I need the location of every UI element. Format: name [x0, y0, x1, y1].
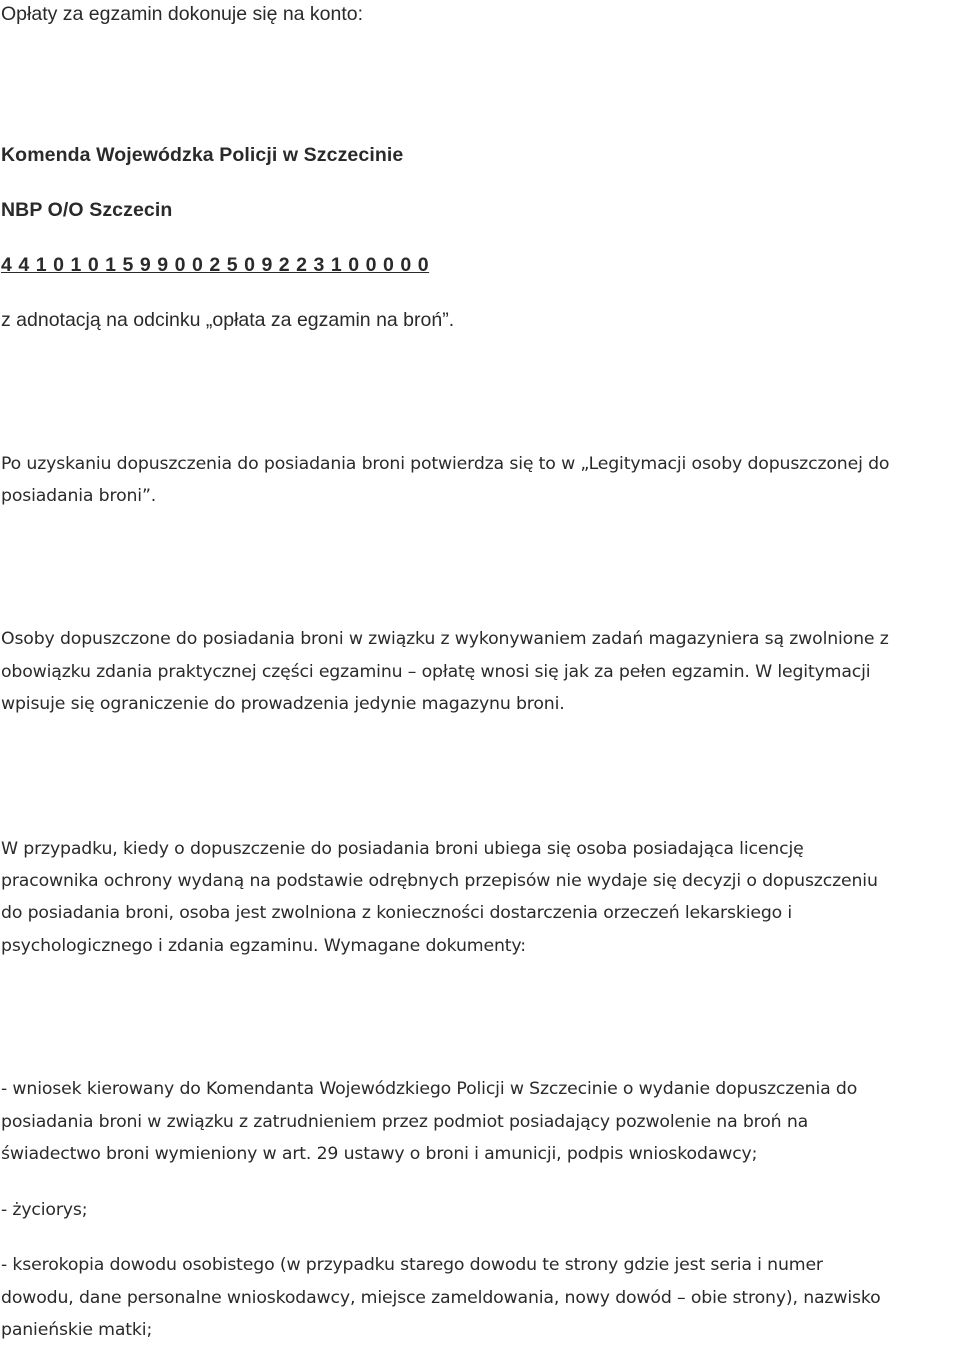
payment-intro: Opłaty za egzamin dokonuje się na konto: — [1, 3, 364, 25]
account-number: 4 4 1 0 1 0 1 5 9 9 0 0 2 5 0 9 2 2 3 1 0 0 0 0 0 — [1, 254, 430, 276]
recipient-name: Komenda Wojewódzka Policji w Szczecinie — [1, 144, 404, 166]
document-item-kserokopia: - kserokopia dowodu osobistego (w przypadku starego dowodu te strony gdzie jest seria i numer — [1, 1255, 823, 1275]
legitymacja-line: Po uzyskaniu dopuszczenia do posiadania broni potwierdza się to w „Legitymacji osoby dopuszczonej do — [1, 454, 890, 474]
magazynier-line: wpisuje się ograniczenie do prowadzenia jedynie magazynu broni. — [1, 694, 565, 714]
document-item-wniosek: posiadania broni w związku z zatrudnieniem przez podmiot posiadający pozwolenie na broń na — [1, 1112, 809, 1132]
magazynier-line: obowiązku zdania praktycznej części egzaminu – opłatę wnosi się jak za pełen egzamin. W legitymacji — [1, 662, 871, 682]
magazynier-line: Osoby dopuszczone do posiadania broni w związku z wykonywaniem zadań magazyniera są zwolnione z — [1, 629, 889, 649]
document-item-kserokopia: panieńskie matki; — [1, 1320, 153, 1340]
legitymacja-line: posiadania broni”. — [1, 486, 157, 506]
document-item-zyciorys: - życiorys; — [1, 1200, 88, 1220]
ochrona-line: psychologicznego i zdania egzaminu. Wymagane dokumenty: — [1, 936, 526, 956]
payment-annotation: z adnotacją na odcinku „opłata za egzamin na broń”. — [1, 309, 455, 331]
ochrona-line: pracownika ochrony wydaną na podstawie odrębnych przepisów nie wydaje się decyzji o dopuszczeniu — [1, 871, 878, 891]
document-item-wniosek: świadectwo broni wymieniony w art. 29 ustawy o broni i amunicji, podpis wnioskodawcy; — [1, 1144, 758, 1164]
document-item-kserokopia: dowodu, dane personalne wnioskodawcy, miejsce zameldowania, nowy dowód – obie strony), nazwisko — [1, 1288, 881, 1308]
ochrona-line: W przypadku, kiedy o dopuszczenie do posiadania broni ubiega się osoba posiadająca licencję — [1, 839, 804, 859]
bank-name: NBP O/O Szczecin — [1, 199, 173, 221]
document-item-wniosek: - wniosek kierowany do Komendanta Wojewódzkiego Policji w Szczecinie o wydanie dopuszczenia do — [1, 1079, 858, 1099]
ochrona-line: do posiadania broni, osoba jest zwolniona z konieczności dostarczenia orzeczeń lekarskiego i — [1, 903, 793, 923]
